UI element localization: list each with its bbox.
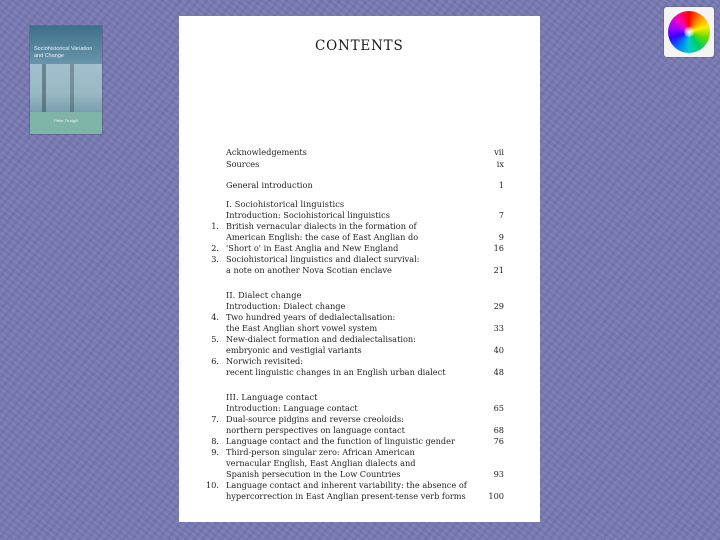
entry-title: Sources [226,159,260,169]
book-cover-image [30,26,102,134]
chapter-title-line: Dual-source pidgins and reverse creoloids: [226,414,404,424]
chapter-number: 10. [205,480,219,490]
chapter-title-line: Third-person singular zero: African American [226,447,415,457]
page-title: CONTENTS [315,38,404,54]
chapter-number: 5. [211,334,219,344]
chapter-title-line: northern perspectives on language contact [226,425,405,435]
section-heading: I. Sociohistorical linguistics [226,199,345,209]
color-wheel-icon [664,7,714,57]
color-wheel-disc [668,11,710,53]
entry-page-number: 7 [498,210,504,220]
entry-page-number: 100 [488,491,504,501]
chapter-title-line: Two hundred years of dedialectalisation: [226,312,396,322]
chapter-number: 1. [211,221,219,231]
chapter-number: 3. [211,254,219,264]
chapter-title-line: the East Anglian short vowel system [226,323,378,333]
front-matter-entry [179,179,540,191]
chapter-number: 4. [211,312,219,322]
entry-page-number: 1 [498,180,504,190]
chapter-number: 6. [211,356,219,366]
contents-page [179,16,540,522]
chapter-title-line: Language contact and inherent variability: the absence of [226,480,467,490]
chapter-title-line: embryonic and vestigial variants [226,345,362,355]
entry-page-number: 33 [493,323,504,333]
entry-page-number: vii [494,147,504,157]
chapter-title-line: Sociohistorical linguistics and dialect survival: [226,254,420,264]
entry-page-number: 16 [493,243,504,253]
book-cover-photo [30,64,102,112]
entry-page-number: 48 [493,367,504,377]
entry-page-number: 21 [493,265,504,275]
chapter-number: 2. [211,243,219,253]
front-matter-entry [179,158,540,170]
entry-page-number: 65 [493,403,504,413]
chapter-title-line: American English: the case of East Anglian do [226,232,419,242]
entry-page-number: 93 [493,469,504,479]
chapter-title-line: 'Short o' in East Anglia and New England [226,243,399,253]
chapter-title-line: hypercorrection in East Anglian present-tense verb forms [226,491,466,501]
section-heading: III. Language contact [226,392,318,402]
entry-page-number: 40 [493,345,504,355]
entry-title: Introduction: Sociohistorical linguistics [226,210,390,220]
entry-title: Introduction: Dialect change [226,301,346,311]
chapter-title-line: Language contact and the function of linguistic gender [226,436,455,446]
chapter-number: 8. [211,436,219,446]
entry-page-number: 76 [493,436,504,446]
contents-list [179,16,540,522]
chapter-title-line: Norwich revisited: [226,356,304,366]
book-cover-author: Peter Trudgill [54,118,78,123]
chapter-title-line: recent linguistic changes in an English urban dialect [226,367,446,377]
entry-page-number: 29 [493,301,504,311]
entry-page-number: 68 [493,425,504,435]
entry-page-number: ix [496,159,504,169]
chapter-title-line: vernacular English, East Anglian dialects and [226,458,416,468]
section-heading: II. Dialect change [226,290,302,300]
entry-title: Introduction: Language contact [226,403,358,413]
chapter-title-line: New-dialect formation and dedialectalisation: [226,334,416,344]
chapter-entry [179,264,540,276]
book-cover-title: Sociohistorical Variation and Change [34,46,93,59]
chapter-title-line: a note on another Nova Scotian enclave [226,265,392,275]
front-matter-entry [179,146,540,158]
chapter-entry [179,366,540,378]
chapter-number: 9. [211,447,219,457]
chapter-entry [179,490,540,502]
entry-title: Acknowledgements [226,147,307,157]
chapter-title-line: Spanish persecution in the Low Countries [226,469,401,479]
book-cover-band [30,112,102,134]
chapter-number: 7. [211,414,219,424]
entry-title: General introduction [226,180,313,190]
chapter-title-line: British vernacular dialects in the formation of [226,221,417,231]
entry-page-number: 9 [498,232,504,242]
